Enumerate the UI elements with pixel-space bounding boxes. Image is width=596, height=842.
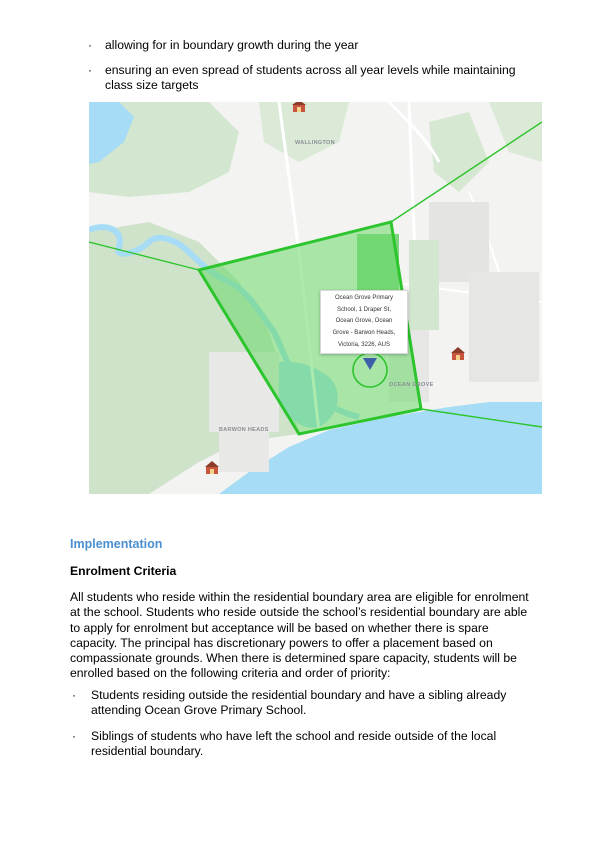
- bullet-marker: ·: [72, 688, 77, 702]
- bullet-text: Students residing outside the residential boundary and have a sibling already: [91, 688, 507, 702]
- popup-line: Grove - Barwon Heads,: [332, 330, 396, 337]
- school-address-popup: [320, 290, 408, 354]
- paragraph: [70, 590, 530, 682]
- section-heading: Implementation: [70, 537, 163, 551]
- map-label-wallington: WALLINGTON: [295, 140, 335, 146]
- popup-line: Ocean Grove Primary: [334, 295, 394, 301]
- list-item: [88, 63, 528, 93]
- paragraph-line: All students who reside within the residential boundary area are eligible for enrolment: [70, 590, 529, 604]
- popup-line: School, 1 Draper St,: [336, 306, 392, 313]
- bullet-text: ensuring an even spread of students across all year levels while maintaining: [105, 63, 516, 77]
- paragraph-line: capacity. The principal has discretionary powers to offer a placement based on: [70, 635, 493, 650]
- bullet-marker: ·: [88, 63, 93, 77]
- paragraph-line: enrolled based on the following criteria and order of priority:: [70, 666, 391, 681]
- bullet-text: residential boundary.: [91, 744, 204, 758]
- subheading: Enrolment Criteria: [70, 564, 177, 578]
- bullet-text: Siblings of students who have left the school and reside outside of the local: [91, 729, 497, 743]
- popup-line: Ocean Grove, Ocean: [335, 318, 393, 325]
- list-item: [72, 688, 532, 718]
- list-item: [88, 38, 528, 53]
- paragraph-line: compassionate grounds. When there is determined spare capacity, students will be: [70, 651, 517, 666]
- bullet-marker: ·: [72, 729, 77, 743]
- bullet-text: allowing for in boundary growth during the year: [105, 38, 359, 52]
- map-label-barwon-heads: BARWON HEADS: [219, 427, 269, 433]
- paragraph-line: at the school. Students who reside outside the school’s residential boundary are able: [70, 605, 528, 620]
- paragraph-line: to apply for enrolment but acceptance will be based on whether there is spare: [70, 620, 489, 635]
- map-label-ocean-grove: OCEAN GROVE: [389, 382, 434, 388]
- bullet-text: attending Ocean Grove Primary School.: [91, 703, 307, 717]
- map-canvas: [89, 102, 542, 494]
- list-item: [72, 729, 532, 759]
- school-boundary-map[interactable]: [89, 102, 542, 494]
- school-icon: [292, 102, 306, 112]
- popup-line: Victoria, 3226, AUS: [338, 341, 390, 348]
- bullet-text: class size targets: [105, 78, 199, 92]
- bullet-marker: ·: [88, 38, 93, 52]
